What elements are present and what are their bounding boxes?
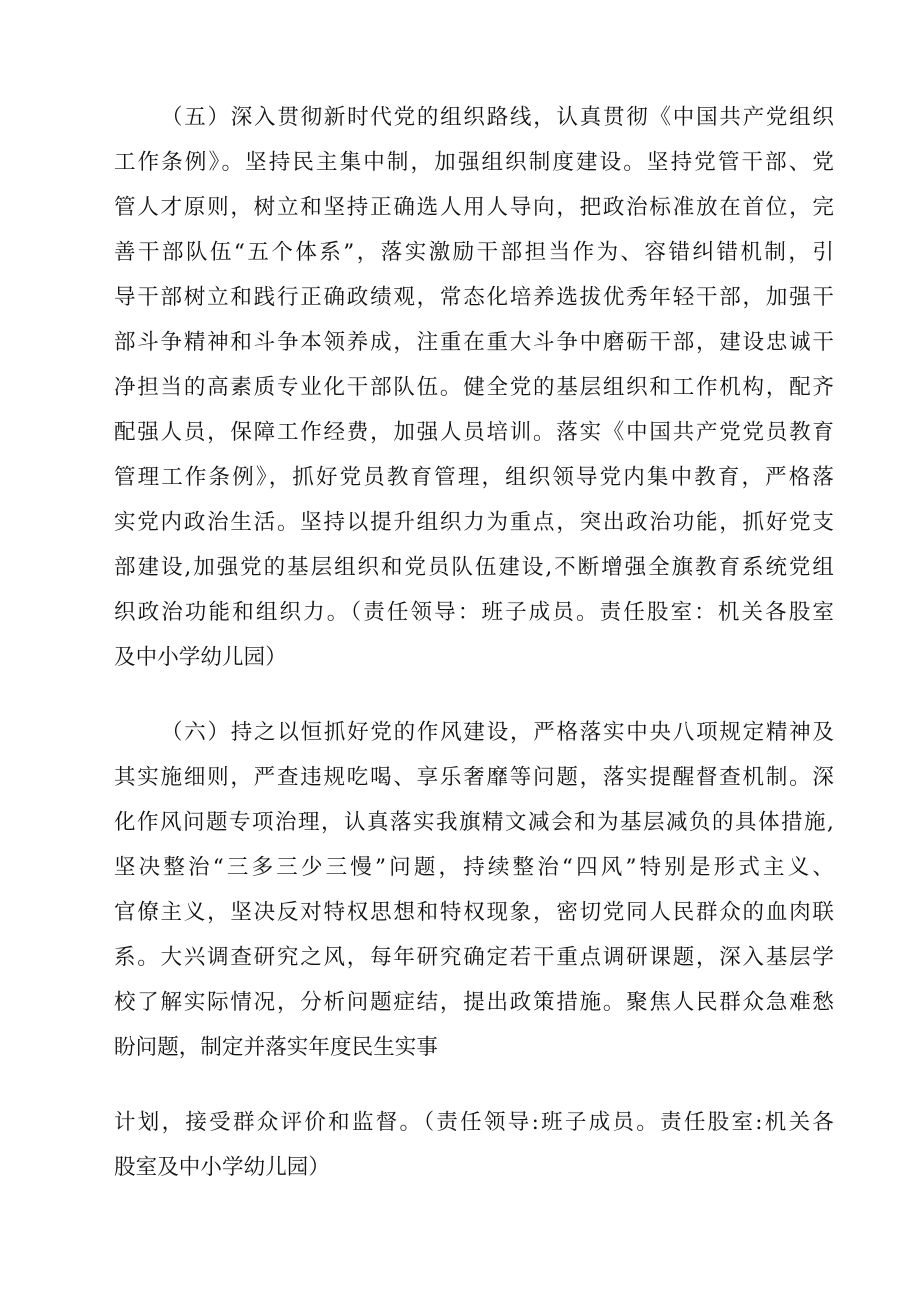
paragraph-line: 净担当的高素质专业化干部队伍。健全党的基层组织和工作机构，配齐 (114, 375, 834, 400)
paragraph-line: 管人才原则，树立和坚持正确选人用人导向，把政治标准放在首位，完 (114, 195, 834, 220)
paragraph-line: （五）深入贯彻新时代党的组织路线，认真贯彻《中国共产党组织 (161, 105, 834, 130)
paragraph-line: 校了解实际情况，分析问题症结，提出政策措施。聚焦人民群众急难愁 (114, 990, 834, 1015)
paragraph-line: 盼问题，制定并落实年度民生实事 (114, 1035, 439, 1060)
paragraph-line: 及中小学幼儿园） (114, 645, 287, 670)
paragraph-line: 官僚主义，坚决反对特权思想和特权现象，密切党同人民群众的血肉联 (114, 900, 834, 925)
paragraph-line: 计划，接受群众评价和监督。（责任领导:班子成员。责任股室:机关各 (114, 1110, 834, 1135)
paragraph-line: 部建设,加强党的基层组织和党员队伍建设,不断增强全旗教育系统党组 (114, 555, 834, 580)
paragraph-line: 坚决整治“三多三少三慢”问题，持续整治“四风”特别是形式主义、 (114, 855, 834, 880)
paragraph-line: 管理工作条例》，抓好党员教育管理，组织领导党内集中教育，严格落 (114, 465, 834, 490)
paragraph-line: 实党内政治生活。坚持以提升组织力为重点，突出政治功能，抓好党支 (114, 510, 834, 535)
paragraph-line: （六）持之以恒抓好党的作风建设，严格落实中央八项规定精神及 (161, 720, 834, 745)
paragraph-line: 股室及中小学幼儿园） (114, 1155, 331, 1180)
paragraph-line: 导干部树立和践行正确政绩观，常态化培养选拔优秀年轻干部，加强干 (114, 285, 834, 310)
paragraph-line: 善干部队伍“五个体系”，落实激励干部担当作为、容错纠错机制，引 (114, 240, 834, 265)
paragraph-line: 部斗争精神和斗争本领养成，注重在重大斗争中磨砺干部，建设忠诚干 (114, 330, 834, 355)
paragraph-line: 其实施细则，严查违规吃喝、享乐奢靡等问题，落实提醒督查机制。深 (114, 765, 834, 790)
paragraph-line: 织政治功能和组织力。（责任领导：班子成员。责任股室：机关各股室 (114, 600, 834, 625)
paragraph-line: 系。大兴调查研究之风，每年研究确定若干重点调研课题，深入基层学 (114, 945, 834, 970)
paragraph-line: 工作条例》。坚持民主集中制，加强组织制度建设。坚持党管干部、党 (114, 150, 834, 175)
paragraph-line: 化作风问题专项治理，认真落实我旗精文减会和为基层减负的具体措施, (114, 810, 834, 835)
paragraph-line: 配强人员，保障工作经费，加强人员培训。落实《中国共产党党员教育 (114, 420, 834, 445)
